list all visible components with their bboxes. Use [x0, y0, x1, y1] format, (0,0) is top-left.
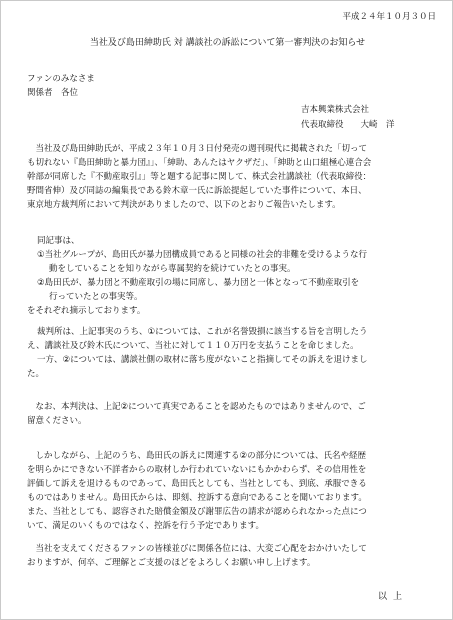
closing-mark: 以上 — [377, 592, 408, 602]
document-date: 平成２４年１０月３０日 — [342, 12, 436, 22]
paragraph-line: 当社及び島田紳助氏が、平成２３年１０月３日付発売の週刊現代に掲載された「切って — [27, 144, 368, 154]
paragraph-line: また、当社としても、認容された賠償金額及び謝罪広告の請求が認められなかった点につ — [27, 507, 367, 517]
recipient-parties: 関係者 各位 — [27, 88, 79, 98]
paragraph-objection — [27, 449, 367, 533]
paragraph-line: しかしながら、上記のうち、島田氏の訴えに関連する②の部分については、氏名や経歴 — [27, 451, 366, 461]
paragraph-claims — [27, 234, 367, 318]
paragraph-line: た。 — [27, 369, 45, 379]
paragraph-line: 評価して訴えを退けるものであって、島田氏としても、当社としても、到底、承服できる — [27, 479, 367, 489]
paragraph-line: 裁判所は、上記事実のうち、①については、これが名誉毀損に該当する旨を言明したう — [37, 327, 368, 337]
paragraph-line: ものではありません。島田氏からは、即刻、控訴する意向であることを聞いております。 — [27, 493, 367, 503]
recipient-fans: ファンのみなさま — [27, 74, 95, 84]
document-title: 当社及び島田紳助氏 対 講談社の訴訟について第一審判決のお知らせ — [89, 38, 366, 48]
paragraph-note — [27, 400, 366, 428]
claim-item-1: ①当社グループが、島田氏が暴力団構成員であると同様の社会的非難を受けるような行 — [37, 250, 367, 260]
paragraph-intro — [27, 142, 371, 212]
claim-item-1-cont: 動をしていることを知りながら専属契約を続けていたとの事実。 — [49, 264, 296, 274]
paragraph-court-ruling — [27, 325, 367, 381]
paragraph-line: も切れない『島田紳助と暴力団』」、「紳助、あんたはヤクザだ」、「紳助と山口組極心連合会 — [27, 158, 372, 168]
paragraph-line: 一方、②については、講談社側の取材に落ち度がないこと指摘してその訴えを退けまし — [37, 355, 368, 365]
paragraph-line: なお、本判決は、上記②について真実であることを認めたものではありませんので、ご — [27, 402, 366, 412]
sender-representative: 代表取締役 大崎 洋 — [301, 120, 395, 130]
paragraph-line: 幹部が同席した『不動産取引』」等と題する記事に関して、株式会社講談社（代表取締役： — [27, 172, 372, 182]
paragraph-thanks — [27, 542, 367, 570]
claim-item-2-cont: 行っていたとの事実等。 — [49, 292, 143, 302]
paragraph-line: 当社を支えてくださるファンの皆様並びに関係各位には、大変ご心配をおかけいたして — [27, 544, 367, 554]
paragraph-line: え、講談社及び鈴木氏について、当社に対して１１０万円を支払うことを命じました。 — [27, 341, 359, 351]
paragraph-line: 野間省伸）及び同誌の編集長である鈴木章一氏に訴訟提起していた事件について、本日、 — [27, 186, 367, 196]
sender-company: 吉本興業株式会社 — [301, 105, 370, 115]
paragraph-line: おりますが、何卒、ご理解とご支援のほどをよろしくお願い申し上げます。 — [27, 558, 316, 568]
paragraph-line: を明らかにできない不詳者からの取材しか行われていないにもかかわらず、その信用性を — [27, 465, 367, 475]
claims-intro: 同記事は、 — [37, 236, 80, 246]
claims-summary: をそれぞれ摘示しております。 — [27, 306, 146, 316]
paragraph-line: いて、満足のいくものではなく、控訴を行う予定であります。 — [27, 521, 264, 531]
paragraph-line: 留意ください。 — [27, 416, 87, 426]
claim-item-2: ②島田氏が、暴力団と不動産取引の場に同席し、暴力団と一体となって不動産取引を — [37, 278, 360, 288]
paragraph-line: 東京地方裁判所において判決がありましたので、以下のとおりご報告いたします。 — [27, 200, 341, 210]
